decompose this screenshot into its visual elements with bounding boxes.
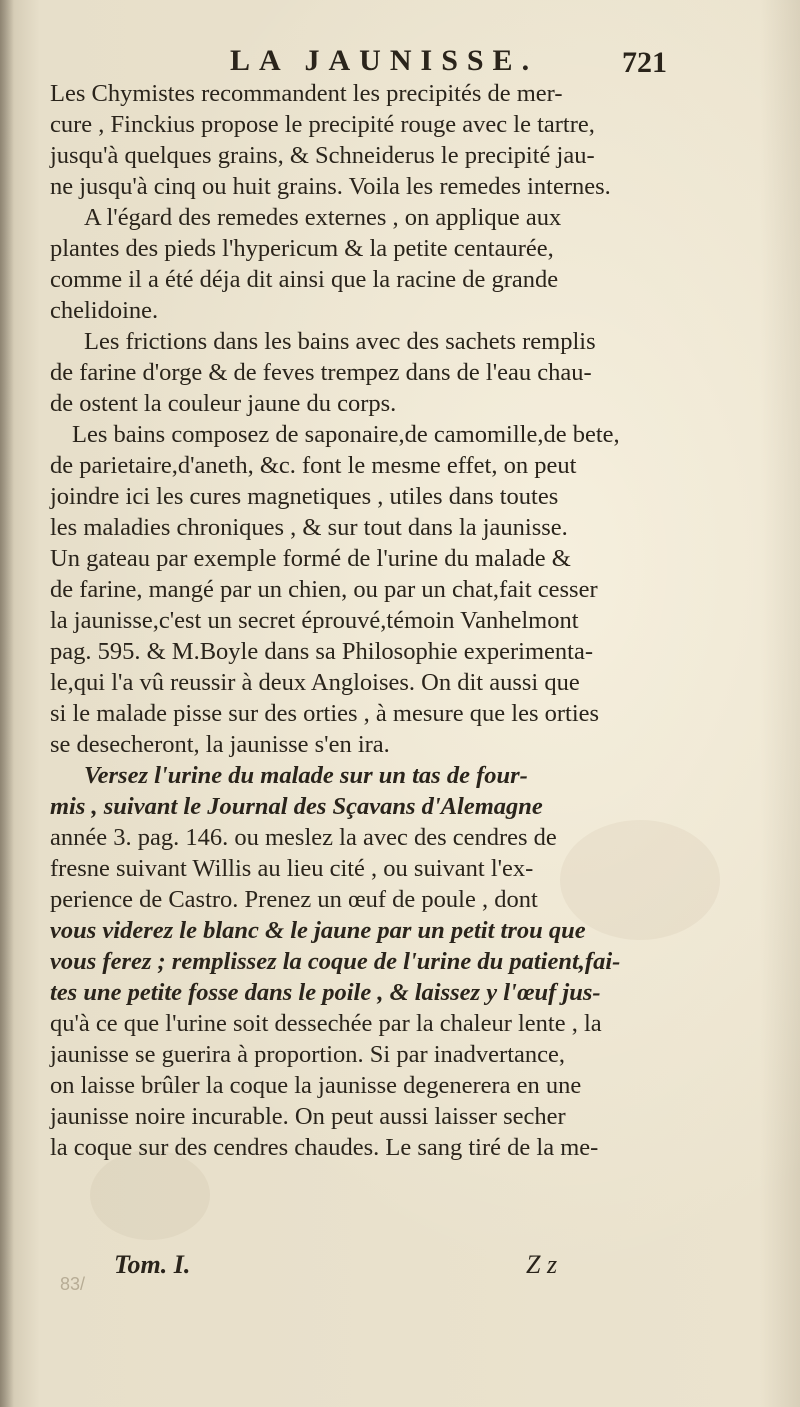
text-line: de parietaire,d'aneth, &c. font le mesme effet, on peut xyxy=(50,452,577,479)
binding-shadow xyxy=(0,0,14,1407)
ink-stamp-number: 83/ xyxy=(60,1274,86,1294)
text-line: ne jusqu'à cinq ou huit grains. Voila les remedes internes. xyxy=(50,173,611,200)
text-line: tes une petite fosse dans le poile , & laissez y l'œuf jus- xyxy=(50,979,601,1006)
text-line: vous ferez ; remplissez la coque de l'urine du patient,fai- xyxy=(50,948,621,975)
text-line: Un gateau par exemple formé de l'urine du malade & xyxy=(50,545,571,572)
body-text xyxy=(50,78,710,1163)
text-line: chelidoine. xyxy=(50,297,159,324)
text-line: le,qui l'a vû reussir à deux Angloises. On dit aussi que xyxy=(50,669,580,696)
text-line: perience de Castro. Prenez un œuf de poule , dont xyxy=(50,886,538,913)
text-line: la coque sur des cendres chaudes. Le sang tiré de la me- xyxy=(50,1134,599,1161)
text-line: Les bains composez de saponaire,de camomille,de bete, xyxy=(72,421,620,448)
page-footer xyxy=(0,1250,800,1290)
text-line: A l'égard des remedes externes , on applique aux xyxy=(84,204,562,231)
text-line: qu'à ce que l'urine soit dessechée par la chaleur lente , la xyxy=(50,1010,602,1037)
text-line: vous viderez le blanc & le jaune par un petit trou que xyxy=(50,917,586,944)
text-line: se desecheront, la jaunisse s'en ira. xyxy=(50,731,390,758)
text-line: joindre ici les cures magnetiques , utiles dans toutes xyxy=(50,483,559,510)
signature-mark: Z z xyxy=(526,1250,558,1279)
text-line: de farine, mangé par un chien, ou par un chat,fait cesser xyxy=(50,576,598,603)
text-line: plantes des pieds l'hypericum & la petite centaurée, xyxy=(50,235,554,262)
running-title: LA JAUNISSE. xyxy=(230,44,539,77)
text-line: si le malade pisse sur des orties , à mesure que les orties xyxy=(50,700,600,727)
text-line: cure , Finckius propose le precipité rouge avec le tartre, xyxy=(50,111,595,138)
text-line: les maladies chroniques , & sur tout dans la jaunisse. xyxy=(50,514,568,541)
text-line: comme il a été déja dit ainsi que la racine de grande xyxy=(50,266,559,293)
text-line: Les frictions dans les bains avec des sachets remplis xyxy=(84,328,596,355)
text-line: la jaunisse,c'est un secret éprouvé,témoin Vanhelmont xyxy=(50,607,579,634)
text-line: fresne suivant Willis au lieu cité , ou suivant l'ex- xyxy=(50,855,534,882)
tome-label: Tom. I. xyxy=(114,1250,191,1279)
page-number: 721 xyxy=(622,46,667,79)
text-line: année 3. pag. 146. ou meslez la avec des cendres de xyxy=(50,824,557,851)
text-line: on laisse brûler la coque la jaunisse degenerera en une xyxy=(50,1072,582,1099)
text-line: jaunisse noire incurable. On peut aussi laisser secher xyxy=(50,1103,566,1130)
paper-stain xyxy=(90,1150,210,1240)
text-line: pag. 595. & M.Boyle dans sa Philosophie experimenta- xyxy=(50,638,593,665)
text-line: mis , suivant le Journal des Sçavans d'Alemagne xyxy=(50,793,543,820)
text-line: jaunisse se guerira à proportion. Si par inadvertance, xyxy=(50,1041,566,1068)
text-line: de ostent la couleur jaune du corps. xyxy=(50,390,397,417)
text-line: Les Chymistes recommandent les precipités de mer- xyxy=(50,80,563,107)
text-line: jusqu'à quelques grains, & Schneiderus le precipité jau- xyxy=(50,142,595,169)
text-line: Versez l'urine du malade sur un tas de four- xyxy=(84,762,528,789)
text-line: de farine d'orge & de feves trempez dans de l'eau chau- xyxy=(50,359,592,386)
